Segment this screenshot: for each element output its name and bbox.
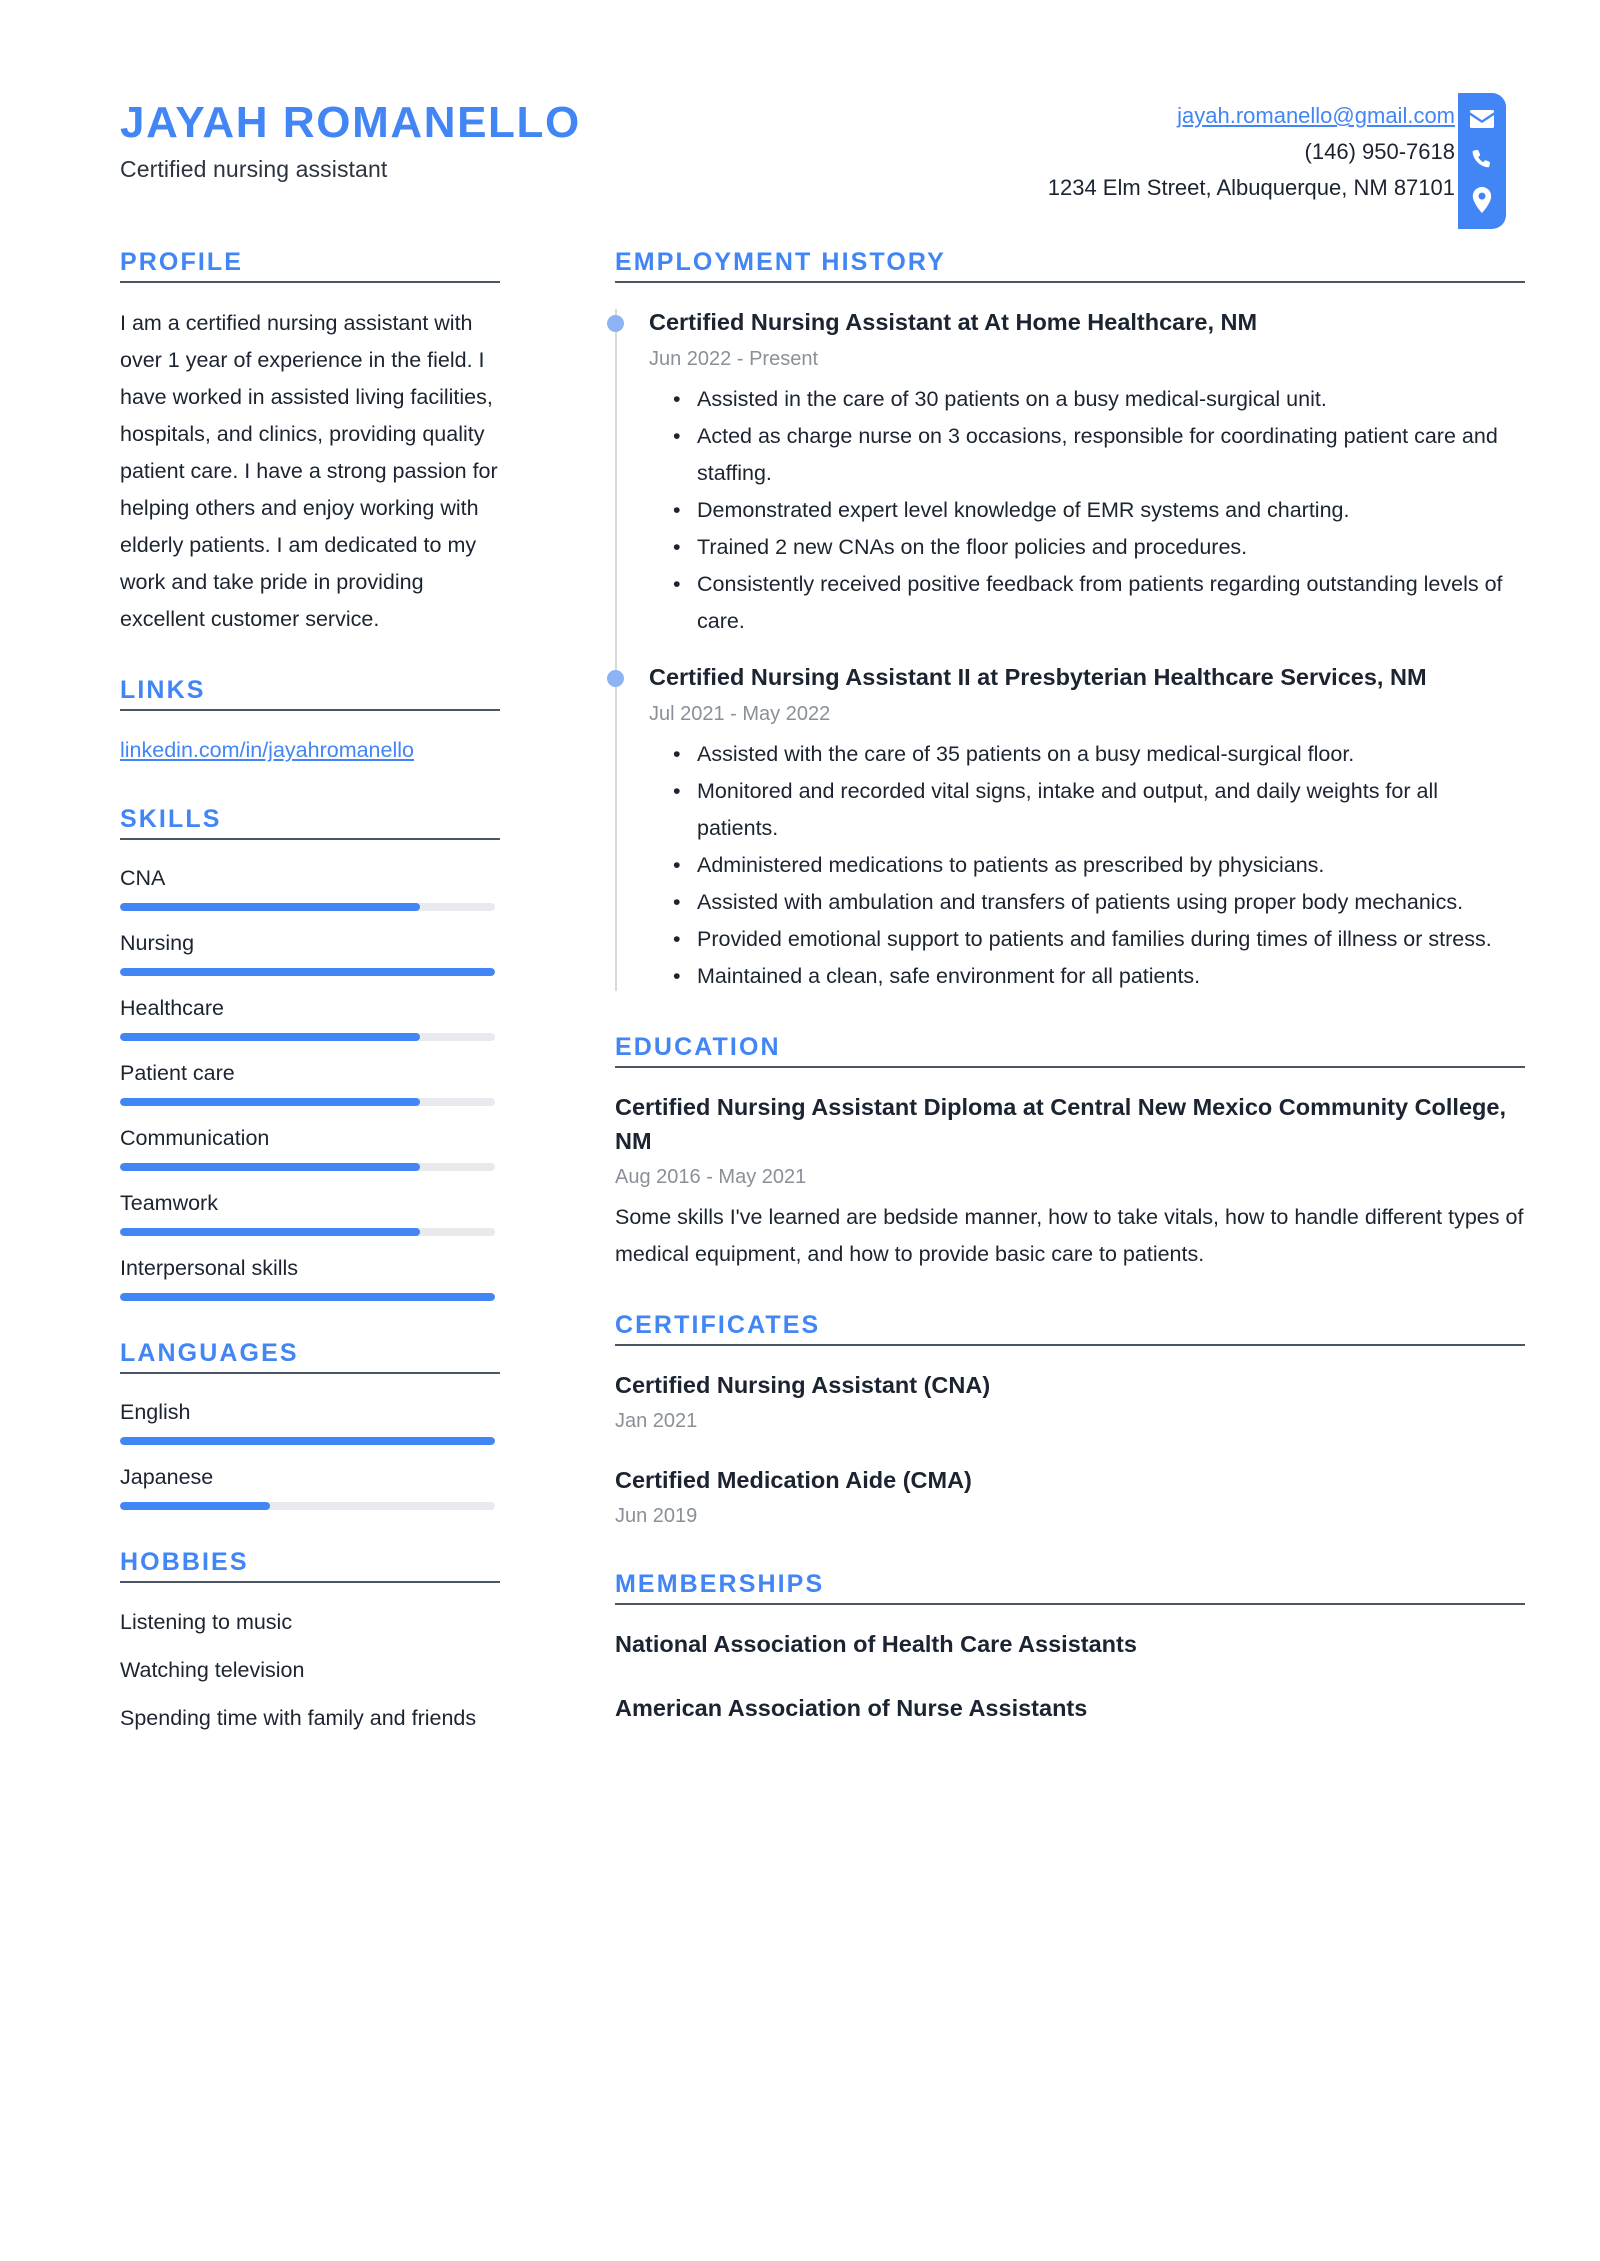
section-employment-history	[615, 248, 1525, 995]
skill-row	[120, 862, 500, 911]
link-item[interactable]: linkedin.com/in/jayahromanello	[120, 738, 414, 762]
name-block	[120, 100, 581, 183]
profile-text: I am a certified nursing assistant with over 1 year of experience in the field. I have worked in assisted living facilities, hospitals, and clinics, providing quality patient care. I have a strong passion for helping others and enjoy working with elderly patients. I am dedicated to my work and take pride in providing excellent customer service.	[120, 311, 498, 631]
certificate-entry	[615, 1463, 1525, 1532]
job-bullet: • Assisted with ambulation and transfers of patients using proper body mechanics.	[697, 884, 1525, 921]
education-entry	[615, 1090, 1525, 1273]
section-title-education: EDUCATION	[615, 1033, 781, 1061]
language-row	[120, 1461, 500, 1510]
skill-label: Nursing	[120, 931, 195, 955]
contact-email-link[interactable]: jayah.romanello@gmail.com	[1177, 103, 1455, 128]
job-bullet: • Consistently received positive feedback from patients regarding outstanding levels of care.	[697, 566, 1525, 640]
certificate-entry	[615, 1368, 1525, 1437]
language-bar-track	[120, 1502, 495, 1510]
section-memberships	[615, 1570, 1525, 1725]
section-hobbies	[120, 1548, 500, 1735]
skill-bar-track	[120, 968, 495, 976]
page-title: JAYAH ROMANELLO	[120, 98, 581, 147]
job-bullet: • Assisted with the care of 35 patients on a busy medical-surgical floor.	[697, 736, 1525, 773]
skill-row	[120, 1252, 500, 1301]
education-dates: Aug 2016 - May 2021	[615, 1166, 807, 1188]
left-column	[0, 248, 500, 1773]
section-links	[120, 676, 500, 767]
skill-bar-track	[120, 1033, 495, 1041]
resume-header	[0, 0, 1600, 248]
job-dates: Jun 2022 - Present	[649, 348, 818, 370]
timeline-dot-icon	[607, 670, 624, 687]
hobby-item: Listening to music	[120, 1610, 293, 1634]
section-divider	[615, 1066, 1525, 1068]
membership-entry	[615, 1627, 1525, 1661]
timeline-line	[615, 309, 617, 991]
skill-label: Patient care	[120, 1061, 235, 1085]
right-column	[500, 248, 1600, 1763]
section-title-languages: LANGUAGES	[120, 1339, 299, 1367]
section-divider	[120, 709, 500, 711]
contact-address: 1234 Elm Street, Albuquerque, NM 87101	[1047, 175, 1455, 200]
section-certificates	[615, 1311, 1525, 1532]
section-title-skills: SKILLS	[120, 805, 222, 833]
section-title-hobbies: HOBBIES	[120, 1548, 249, 1576]
job-entry	[649, 305, 1525, 640]
job-bullet: • Assisted in the care of 30 patients on a busy medical-surgical unit.	[697, 381, 1525, 418]
skill-bar-fill	[120, 903, 420, 911]
certificate-heading: Certified Medication Aide (CMA)	[615, 1467, 972, 1493]
job-bullet: • Provided emotional support to patients and families during times of illness or stress.	[697, 921, 1525, 958]
section-divider	[615, 1344, 1525, 1346]
language-label: Japanese	[120, 1465, 214, 1489]
skill-bar-fill	[120, 1228, 420, 1236]
job-heading: Certified Nursing Assistant II at Presbyterian Healthcare Services, NM	[649, 664, 1427, 690]
job-entry	[649, 660, 1525, 995]
envelope-icon	[1469, 109, 1495, 129]
section-skills	[120, 805, 500, 1301]
membership-heading: American Association of Nurse Assistants	[615, 1695, 1088, 1721]
skill-bar-fill	[120, 1163, 420, 1171]
skill-bar-fill	[120, 1293, 495, 1301]
section-title-certificates: CERTIFICATES	[615, 1311, 821, 1339]
language-bar-track	[120, 1437, 495, 1445]
skill-bar-fill	[120, 1098, 420, 1106]
job-bullet: • Maintained a clean, safe environment for all patients.	[697, 958, 1525, 995]
skill-bar-fill	[120, 1033, 420, 1041]
skill-bar-track	[120, 1098, 495, 1106]
skill-row	[120, 1187, 500, 1236]
phone-icon	[1470, 146, 1494, 170]
education-description: Some skills I've learned are bedside manner, how to take vitals, how to handle different types of medical equipment, and how to provide basic care to patients.	[615, 1205, 1524, 1266]
job-bullet: • Demonstrated expert level knowledge of EMR systems and charting.	[697, 492, 1525, 529]
section-divider	[120, 281, 500, 283]
contact-icon-strip	[1458, 93, 1506, 229]
contact-phone: (146) 950-7618	[1304, 139, 1455, 164]
skill-bar-track	[120, 1163, 495, 1171]
membership-entry	[615, 1691, 1525, 1725]
skill-label: Interpersonal skills	[120, 1256, 299, 1280]
job-bullet-list	[649, 381, 1525, 640]
skill-bar-track	[120, 1228, 495, 1236]
job-bullet: • Trained 2 new CNAs on the floor policies and procedures.	[697, 529, 1525, 566]
job-heading: Certified Nursing Assistant at At Home Healthcare, NM	[649, 309, 1258, 335]
skill-bar-track	[120, 1293, 495, 1301]
contact-block	[1048, 98, 1455, 206]
section-title-links: LINKS	[120, 676, 206, 704]
section-divider	[615, 1603, 1525, 1605]
timeline-dot-icon	[607, 315, 624, 332]
section-education	[615, 1033, 1525, 1273]
certificate-heading: Certified Nursing Assistant (CNA)	[615, 1372, 991, 1398]
language-row	[120, 1396, 500, 1445]
job-bullet: • Administered medications to patients as prescribed by physicians.	[697, 847, 1525, 884]
certificate-dates: Jun 2019	[615, 1505, 698, 1527]
hobby-item: Watching television	[120, 1658, 305, 1682]
job-bullet: • Acted as charge nurse on 3 occasions, responsible for coordinating patient care and staffing.	[697, 418, 1525, 492]
language-bar-fill	[120, 1437, 495, 1445]
skill-row	[120, 992, 500, 1041]
skill-bar-track	[120, 903, 495, 911]
language-bar-fill	[120, 1502, 270, 1510]
skill-row	[120, 1057, 500, 1106]
job-bullet-list	[649, 736, 1525, 995]
skill-row	[120, 927, 500, 976]
skill-label: Communication	[120, 1126, 270, 1150]
skill-label: Teamwork	[120, 1191, 218, 1215]
job-dates: Jul 2021 - May 2022	[649, 703, 831, 725]
resume-body	[0, 248, 1600, 1773]
skill-bar-fill	[120, 968, 495, 976]
section-divider	[615, 281, 1525, 283]
job-title-subtitle: Certified nursing assistant	[120, 156, 388, 183]
contact-email-line	[1048, 98, 1455, 134]
section-title-employment-history: EMPLOYMENT HISTORY	[615, 248, 946, 276]
hobby-item: Spending time with family and friends	[120, 1706, 477, 1730]
section-profile	[120, 248, 500, 638]
skill-label: Healthcare	[120, 996, 224, 1020]
section-title-profile: PROFILE	[120, 248, 244, 276]
section-divider	[120, 1372, 500, 1374]
section-divider	[120, 838, 500, 840]
map-pin-icon	[1472, 187, 1492, 213]
job-bullet: • Monitored and recorded vital signs, intake and output, and daily weights for all patients.	[697, 773, 1525, 847]
employment-timeline	[615, 305, 1525, 995]
skill-label: CNA	[120, 866, 166, 890]
section-divider	[120, 1581, 500, 1583]
section-languages	[120, 1339, 500, 1510]
certificate-dates: Jan 2021	[615, 1410, 698, 1432]
education-heading: Certified Nursing Assistant Diploma at Central New Mexico Community College, NM	[615, 1094, 1506, 1154]
membership-heading: National Association of Health Care Assistants	[615, 1631, 1137, 1657]
section-title-memberships: MEMBERSHIPS	[615, 1570, 825, 1598]
language-label: English	[120, 1400, 191, 1424]
skill-row	[120, 1122, 500, 1171]
